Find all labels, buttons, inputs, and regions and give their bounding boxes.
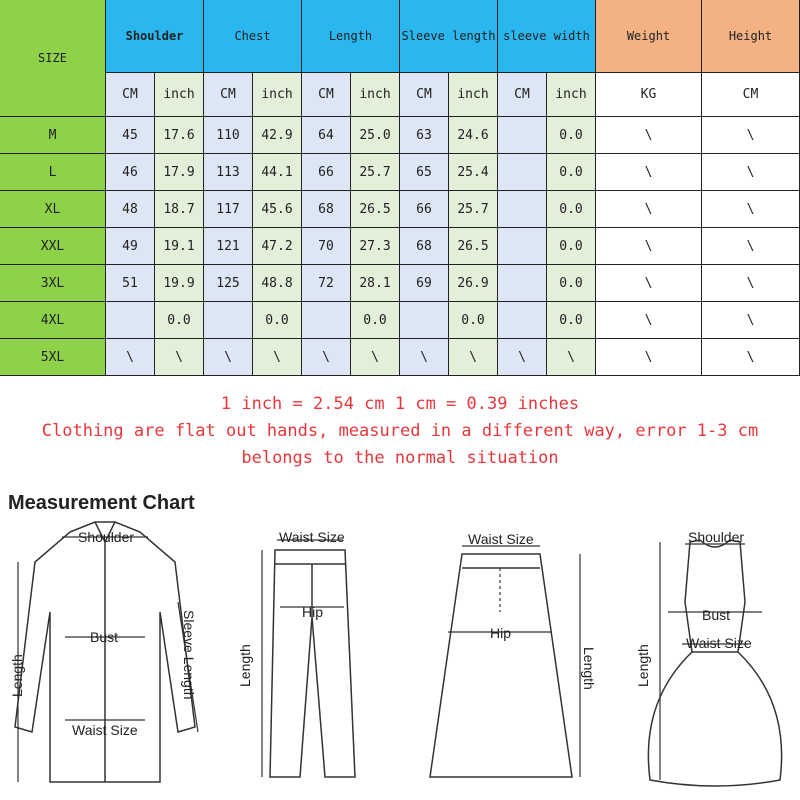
measurement-chart <box>0 482 800 800</box>
size-label-xl: XL <box>0 191 106 228</box>
table-cell: 125 <box>204 265 253 302</box>
table-cell: \ <box>596 154 702 191</box>
table-cell: \ <box>702 191 800 228</box>
shirt-sleeve-label: Sleeve Length <box>181 610 197 700</box>
pants-hip-label: Hip <box>302 604 324 620</box>
dress-waist-label: Waist Size <box>686 635 752 651</box>
table-cell: 47.2 <box>253 228 302 265</box>
skirt-hip-label: Hip <box>490 625 512 641</box>
table-cell: 63 <box>400 117 449 154</box>
table-cell: 19.9 <box>155 265 204 302</box>
shirt-shoulder-label: Shoulder <box>78 529 135 545</box>
pants-waist-label: Waist Size <box>279 529 345 545</box>
table-cell: 70 <box>302 228 351 265</box>
table-cell: 0.0 <box>547 191 596 228</box>
table-cell: \ <box>702 228 800 265</box>
table-cell: 0.0 <box>253 302 302 339</box>
size-header: SIZE <box>0 0 106 117</box>
size-table <box>0 0 800 378</box>
header-height: Height <box>702 0 800 73</box>
table-cell <box>204 302 253 339</box>
table-cell: \ <box>702 339 800 376</box>
notes-section <box>0 378 800 482</box>
table-cell: 66 <box>400 191 449 228</box>
header-chest: Chest <box>204 0 302 73</box>
table-cell: \ <box>596 302 702 339</box>
unit-inch: inch <box>547 73 596 117</box>
shirt-waist-label: Waist Size <box>72 722 138 738</box>
table-cell: 25.7 <box>449 191 498 228</box>
header-sleeve-length: Sleeve length <box>400 0 498 73</box>
table-cell <box>498 117 547 154</box>
table-cell: 42.9 <box>253 117 302 154</box>
header-shoulder: Shoulder <box>106 0 204 73</box>
table-cell: 66 <box>302 154 351 191</box>
dress-length-label: Length <box>635 644 651 687</box>
table-cell: 45 <box>106 117 155 154</box>
shirt-bust-label: Bust <box>90 629 119 645</box>
table-cell: 27.3 <box>351 228 400 265</box>
table-cell: 0.0 <box>155 302 204 339</box>
pants-diagram <box>270 550 355 777</box>
dress-bust-label: Bust <box>702 607 731 623</box>
table-cell <box>302 302 351 339</box>
table-cell: \ <box>155 339 204 376</box>
table-cell: \ <box>702 117 800 154</box>
table-cell: \ <box>596 265 702 302</box>
shirt-diagram <box>15 522 195 782</box>
unit-inch: inch <box>351 73 400 117</box>
unit-kg: KG <box>596 73 702 117</box>
table-cell: 72 <box>302 265 351 302</box>
table-cell: \ <box>106 339 155 376</box>
skirt-length-label: Length <box>581 647 597 690</box>
size-label-m: M <box>0 117 106 154</box>
table-cell: 28.1 <box>351 265 400 302</box>
header-weight: Weight <box>596 0 702 73</box>
garment-diagrams <box>0 482 800 800</box>
pants-length-label: Length <box>237 644 253 687</box>
table-cell: 110 <box>204 117 253 154</box>
table-cell: 0.0 <box>547 265 596 302</box>
table-cell: 49 <box>106 228 155 265</box>
unit-height-cm: CM <box>702 73 800 117</box>
unit-cm: CM <box>498 73 547 117</box>
table-cell: 69 <box>400 265 449 302</box>
chart-title: Measurement Chart <box>8 492 195 514</box>
table-cell: \ <box>596 117 702 154</box>
table-cell: 25.0 <box>351 117 400 154</box>
unit-inch: inch <box>155 73 204 117</box>
table-cell: 0.0 <box>547 154 596 191</box>
size-label-4xl: 4XL <box>0 302 106 339</box>
unit-inch: inch <box>253 73 302 117</box>
skirt-diagram <box>430 554 572 777</box>
table-cell: \ <box>449 339 498 376</box>
table-cell: 24.6 <box>449 117 498 154</box>
table-cell: 25.4 <box>449 154 498 191</box>
table-cell: 26.9 <box>449 265 498 302</box>
table-cell: 26.5 <box>449 228 498 265</box>
conversion-note: 1 inch = 2.54 cm 1 cm = 0.39 inches <box>220 394 580 414</box>
table-cell: 46 <box>106 154 155 191</box>
table-cell: 17.6 <box>155 117 204 154</box>
table-cell: 0.0 <box>449 302 498 339</box>
table-cell: 121 <box>204 228 253 265</box>
unit-cm: CM <box>400 73 449 117</box>
dress-shoulder-label: Shoulder <box>688 529 745 545</box>
table-cell: 64 <box>302 117 351 154</box>
table-cell: \ <box>702 154 800 191</box>
table-cell <box>106 302 155 339</box>
table-cell: 19.1 <box>155 228 204 265</box>
table-cell: \ <box>596 191 702 228</box>
table-cell: 113 <box>204 154 253 191</box>
shirt-length-label: Length <box>9 654 25 697</box>
table-cell: 51 <box>106 265 155 302</box>
unit-cm: CM <box>106 73 155 117</box>
table-cell: 18.7 <box>155 191 204 228</box>
table-cell: 65 <box>400 154 449 191</box>
table-cell <box>498 302 547 339</box>
table-cell: \ <box>498 339 547 376</box>
header-length: Length <box>302 0 400 73</box>
size-label-3xl: 3XL <box>0 265 106 302</box>
table-cell: \ <box>204 339 253 376</box>
table-cell: 44.1 <box>253 154 302 191</box>
table-cell: 48 <box>106 191 155 228</box>
table-cell <box>400 302 449 339</box>
size-label-l: L <box>0 154 106 191</box>
table-cell: \ <box>400 339 449 376</box>
table-cell: 17.9 <box>155 154 204 191</box>
table-cell: 48.8 <box>253 265 302 302</box>
table-cell: 68 <box>302 191 351 228</box>
table-cell: \ <box>351 339 400 376</box>
table-cell: 0.0 <box>547 117 596 154</box>
table-cell: \ <box>596 228 702 265</box>
table-cell: \ <box>253 339 302 376</box>
table-cell: 68 <box>400 228 449 265</box>
table-cell <box>498 265 547 302</box>
table-cell: \ <box>547 339 596 376</box>
size-label-xxl: XXL <box>0 228 106 265</box>
table-cell: 0.0 <box>351 302 400 339</box>
dress-diagram <box>648 540 781 786</box>
table-cell: \ <box>702 265 800 302</box>
measurement-note-continued: belongs to the normal situation <box>241 448 559 468</box>
header-sleeve-width: sleeve width <box>498 0 596 73</box>
table-cell: 25.7 <box>351 154 400 191</box>
skirt-waist-label: Waist Size <box>468 531 534 547</box>
table-cell: 0.0 <box>547 302 596 339</box>
unit-inch: inch <box>449 73 498 117</box>
unit-cm: CM <box>204 73 253 117</box>
table-cell: 45.6 <box>253 191 302 228</box>
table-cell: \ <box>702 302 800 339</box>
table-cell <box>498 154 547 191</box>
unit-cm: CM <box>302 73 351 117</box>
table-cell: \ <box>596 339 702 376</box>
measurement-note: Clothing are flat out hands, measured in a different way, error 1-3 cm <box>41 421 759 441</box>
size-label-5xl: 5XL <box>0 339 106 376</box>
table-cell: 0.0 <box>547 228 596 265</box>
table-cell: \ <box>302 339 351 376</box>
table-cell <box>498 228 547 265</box>
table-cell: 26.5 <box>351 191 400 228</box>
table-cell: 117 <box>204 191 253 228</box>
table-cell <box>498 191 547 228</box>
